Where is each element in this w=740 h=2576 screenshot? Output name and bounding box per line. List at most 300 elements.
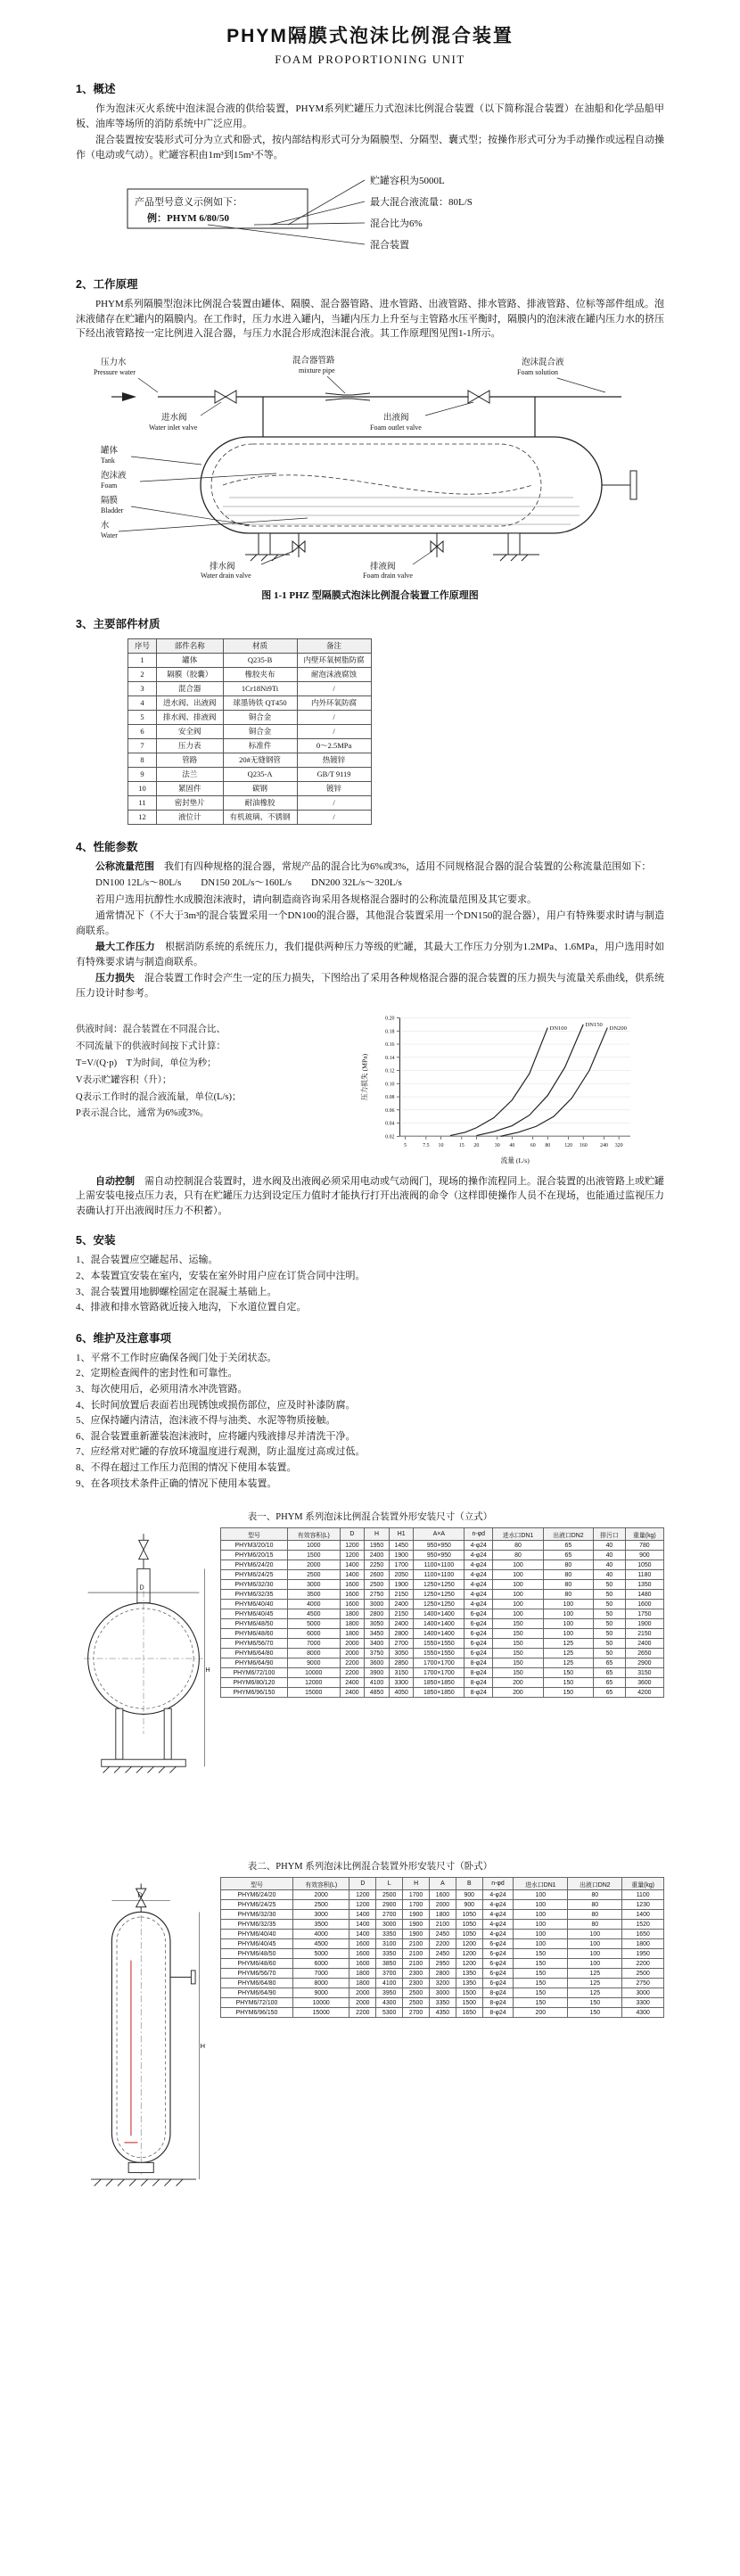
table-cell: 耐油橡胶 — [223, 795, 297, 810]
list-item: 4、长时间放置后表面若出现锈蚀或损伤部位，应及时补漆防腐。 — [76, 1399, 356, 1411]
table-cell: 50 — [594, 1600, 626, 1609]
list-item: 2、定期检查阀件的密封性和可靠性。 — [76, 1368, 238, 1379]
s4-paragraph-5 — [76, 940, 664, 969]
s4-auto-lead: 自动控制 — [95, 1175, 135, 1187]
table-cell: 4050 — [389, 1688, 414, 1698]
table-cell: 1400×1400 — [414, 1609, 465, 1619]
table-cell: 2900 — [625, 1658, 663, 1668]
s4-flow-ranges: DN100 12L/s～80L/s DN150 20L/s～160L/s DN200 32L/s～320L/s — [95, 877, 402, 888]
list-item: 6、混合装置重新灌装泡沫液时，应将罐内残液排尽并清洗干净。 — [76, 1430, 356, 1442]
table-cell: 200 — [514, 2008, 568, 2018]
table-cell: 6-φ24 — [482, 1959, 514, 1969]
table-header-cell: 型号 — [221, 1528, 288, 1541]
table-cell: 200 — [493, 1688, 543, 1698]
table-cell: 1700×1700 — [414, 1668, 465, 1678]
table-cell: 65 — [543, 1541, 593, 1551]
table-row — [221, 1939, 664, 1949]
table-row — [221, 1649, 664, 1658]
table-cell: 2100 — [429, 1920, 456, 1930]
chart-series-label: DN200 — [609, 1025, 627, 1032]
table-cell: PHYM3/20/10 — [221, 1541, 288, 1551]
table-cell: PHYM6/56/70 — [221, 1639, 288, 1649]
table-cell: 12000 — [287, 1678, 340, 1688]
table-cell: 50 — [594, 1580, 626, 1590]
table-cell: 100 — [493, 1609, 543, 1619]
table-cell: 6-φ24 — [482, 1969, 514, 1979]
t2-body — [221, 1890, 664, 2018]
table-cell: 1400 — [349, 1910, 376, 1920]
table-cell: / — [297, 810, 371, 824]
installation-list — [76, 1253, 664, 1315]
table-row — [221, 1910, 664, 1920]
table-cell: 6000 — [287, 1629, 340, 1639]
table-cell: 3000 — [622, 1988, 664, 1998]
section-4-heading: 4、性能参数 — [76, 840, 138, 853]
table-cell: 2000 — [292, 1890, 349, 1900]
s1-paragraph-1: 作为泡沫灭火系统中泡沫混合液的供给装置，PHYM系列贮罐压力式泡沫比例混合装置（以下简称混合装置）在油船和化学品船甲板、油库等场所的消防系统中广泛应用。 — [76, 103, 664, 129]
list-item: T=V/(Q·p) T为时间，单位为秒； — [76, 1058, 217, 1068]
table-cell: 4200 — [625, 1688, 663, 1698]
table-cell: 1750 — [625, 1609, 663, 1619]
table-cell: 2700 — [389, 1639, 414, 1649]
table-header-cell: 有效容积(L) — [292, 1878, 349, 1890]
chart-x-tick-label: 30 — [494, 1143, 500, 1149]
s4-p5-lead: 最大工作压力 — [95, 942, 155, 952]
table-cell: 3100 — [376, 1939, 403, 1949]
table-cell: 40 — [594, 1570, 626, 1580]
table-row — [221, 1920, 664, 1930]
list-item: 供液时间：混合装置在不同混合比、 — [76, 1025, 226, 1034]
table-cell: 150 — [514, 1949, 568, 1959]
table-cell: / — [297, 710, 371, 724]
table-cell: 1250×1250 — [414, 1580, 465, 1590]
table-cell: 900 — [625, 1551, 663, 1560]
table-cell: 7000 — [292, 1969, 349, 1979]
table-cell: 150 — [514, 1969, 568, 1979]
table-cell: 1400×1400 — [414, 1619, 465, 1629]
table-cell: 内外环氧防腐 — [297, 695, 371, 710]
table-cell: 40 — [594, 1541, 626, 1551]
table-cell: 100 — [493, 1600, 543, 1609]
table-row — [221, 1619, 664, 1629]
table-header-cell: D — [340, 1528, 365, 1541]
table-cell: 有机玻璃、不锈钢 — [223, 810, 297, 824]
table-cell: 2150 — [389, 1609, 414, 1619]
table-cell: 100 — [568, 1959, 622, 1969]
table-cell: 50 — [594, 1609, 626, 1619]
table-cell: 1600 — [340, 1580, 365, 1590]
table-cell: PHYM6/48/60 — [221, 1629, 288, 1639]
vertical-tank-drawing — [76, 1527, 211, 1841]
table-cell: 2500 — [376, 1890, 403, 1900]
table-cell: 20#无缝钢管 — [223, 753, 297, 767]
table-cell: 1800 — [340, 1609, 365, 1619]
list-item: 8、不得在超过工作压力范围的情况下使用本装置。 — [76, 1461, 297, 1473]
table-cell: 80 — [568, 1890, 622, 1900]
table-cell: 2800 — [365, 1609, 390, 1619]
table-cell: 3150 — [389, 1668, 414, 1678]
list-item: 9、在各项技术条件正确的情况下使用本装置。 — [76, 1477, 277, 1489]
table-cell: 5 — [128, 710, 157, 724]
table-cell: 7000 — [287, 1639, 340, 1649]
table-cell: 3700 — [376, 1969, 403, 1979]
table-cell: 1500 — [456, 1998, 482, 2008]
table-cell: 40 — [594, 1560, 626, 1570]
table-cell: PHYM6/72/100 — [221, 1668, 288, 1678]
label-foam-drain-valve-cn: 排液阀 — [370, 562, 396, 572]
table-cell: 125 — [568, 1969, 622, 1979]
table-cell: 内壁环氧树脂防腐 — [297, 653, 371, 667]
table-row — [221, 1658, 664, 1668]
list-item: 1、平常不工作时应确保各阀门处于关闭状态。 — [76, 1352, 277, 1363]
table-header-cell: 进水口DN1 — [493, 1528, 543, 1541]
table-cell: 1500 — [287, 1551, 340, 1560]
table-cell: 1350 — [625, 1580, 663, 1590]
table-cell: 3000 — [287, 1580, 340, 1590]
pressure-loss-chart — [358, 1009, 664, 1168]
table-cell: 隔膜（胶囊） — [157, 667, 224, 681]
table-row — [128, 738, 372, 753]
table-cell: PHYM6/40/40 — [221, 1930, 293, 1939]
table-cell: PHYM6/24/20 — [221, 1560, 288, 1570]
table-cell: / — [297, 724, 371, 738]
table-cell: 125 — [543, 1639, 593, 1649]
table-cell: 3150 — [625, 1668, 663, 1678]
table-cell: 罐体 — [157, 653, 224, 667]
table-cell: 3350 — [376, 1930, 403, 1939]
table-cell: 2300 — [403, 1979, 430, 1988]
table-cell: 1800 — [349, 1979, 376, 1988]
table-cell: 150 — [568, 2008, 622, 2018]
table-cell: 2400 — [340, 1678, 365, 1688]
table-cell: 2100 — [403, 1959, 430, 1969]
table-cell: 3400 — [365, 1639, 390, 1649]
table-header-cell: A — [429, 1878, 456, 1890]
table-cell: 2400 — [389, 1619, 414, 1629]
table-cell: 3300 — [622, 1998, 664, 2008]
table-cell: 1600 — [349, 1949, 376, 1959]
table-cell: 100 — [514, 1890, 568, 1900]
label-foam-drain-valve-en: Foam drain valve — [363, 571, 413, 580]
list-item: 3、每次使用后，必须用清水冲洗管路。 — [76, 1383, 248, 1395]
table-cell: 4-φ24 — [465, 1580, 493, 1590]
table-row — [221, 1998, 664, 2008]
table-row — [221, 1639, 664, 1649]
table-cell: 1450 — [389, 1541, 414, 1551]
table-header-cell: H — [403, 1878, 430, 1890]
t2-header-row — [221, 1878, 664, 1890]
label-foam-solution-en: Foam solution — [517, 367, 559, 376]
list-item: 5、应保持罐内清洁，泡沫液不得与油类、水泥等物质接触。 — [76, 1415, 336, 1427]
table-cell: 标准件 — [223, 738, 297, 753]
table-row — [128, 710, 372, 724]
table-cell: PHYM6/64/80 — [221, 1649, 288, 1658]
water-inlet-valve-symbol — [215, 391, 236, 403]
table-row — [128, 695, 372, 710]
chart-y-tick-label: 0.18 — [385, 1029, 395, 1035]
table-cell: 1250×1250 — [414, 1590, 465, 1600]
tank-supports — [245, 533, 539, 561]
table-cell: 2700 — [376, 1910, 403, 1920]
label-water-drain-valve-en: Water drain valve — [201, 571, 251, 580]
s4-p6-text: 混合装置工作时会产生一定的压力损失，下图给出了采用各种规格混合器的混合装置的压力损失与流量关系曲线，供系统压力设计时参考。 — [76, 973, 664, 999]
table-cell: 100 — [514, 1920, 568, 1930]
table-cell: 橡胶夹布 — [223, 667, 297, 681]
t1-body — [221, 1541, 664, 1698]
table-header-cell: 出液口DN2 — [543, 1528, 593, 1541]
table-cell: 65 — [594, 1688, 626, 1698]
table-cell: PHYM6/96/150 — [221, 1688, 288, 1698]
table-cell: 4-φ24 — [482, 1910, 514, 1920]
table-cell: 6-φ24 — [465, 1639, 493, 1649]
table-cell: 1230 — [622, 1900, 664, 1910]
table-cell: 2200 — [349, 2008, 376, 2018]
table-cell: PHYM6/48/50 — [221, 1949, 293, 1959]
table-cell: 2200 — [622, 1959, 664, 1969]
table-cell: 50 — [594, 1639, 626, 1649]
vt-dim-h-label: H — [205, 1667, 210, 1675]
table-cell: 1800 — [349, 1969, 376, 1979]
ht-dim-d-label: D — [137, 1890, 143, 1899]
section-6-heading: 6、维护及注意事项 — [76, 1331, 171, 1345]
table-cell: 1950 — [365, 1541, 390, 1551]
table-cell: 4300 — [376, 1998, 403, 2008]
label-foam-outlet-valve-en: Foam outlet valve — [370, 423, 422, 432]
table-row — [221, 1688, 664, 1698]
table-cell: 1600 — [349, 1939, 376, 1949]
table-cell: 3000 — [376, 1920, 403, 1930]
table-cell: Q235-B — [223, 653, 297, 667]
table-cell: 8 — [128, 753, 157, 767]
table-cell: 6 — [128, 724, 157, 738]
table-cell: 6-φ24 — [465, 1649, 493, 1658]
table-cell: 1600 — [429, 1890, 456, 1900]
table-header-cell: 出液口DN2 — [568, 1878, 622, 1890]
table-cell: 50 — [594, 1590, 626, 1600]
table-cell: 5000 — [292, 1949, 349, 1959]
table-row — [128, 667, 372, 681]
table-cell: 3600 — [625, 1678, 663, 1688]
table-cell: 80 — [568, 1900, 622, 1910]
table-cell: 65 — [594, 1658, 626, 1668]
table-cell: 4500 — [287, 1609, 340, 1619]
table-header-cell: 材质 — [223, 638, 297, 653]
table-cell: 4000 — [287, 1600, 340, 1609]
table-cell: 125 — [568, 1988, 622, 1998]
table-cell: 1600 — [340, 1600, 365, 1609]
table-header-cell: 型号 — [221, 1878, 293, 1890]
list-item: Q表示工作时的混合液流量，单位(L/s)； — [76, 1091, 242, 1102]
table-cell: 4-φ24 — [465, 1551, 493, 1560]
table-cell: / — [297, 795, 371, 810]
chart-x-tick-label: 20 — [473, 1143, 480, 1149]
table-cell: 80 — [543, 1570, 593, 1580]
horizontal-tank-drawing — [76, 1877, 211, 2207]
table-cell: 2000 — [287, 1560, 340, 1570]
page-subtitle: FOAM PROPORTIONING UNIT — [275, 53, 465, 66]
table-cell: 3350 — [429, 1998, 456, 2008]
table-cell: 1950 — [622, 1949, 664, 1959]
table-cell: 2400 — [365, 1551, 390, 1560]
table-cell: 1800 — [340, 1629, 365, 1639]
model-callout-volume: 贮罐容积为5000L — [370, 176, 445, 186]
table-cell: 2150 — [389, 1590, 414, 1600]
table-cell: 1700×1700 — [414, 1658, 465, 1668]
table-row — [128, 795, 372, 810]
table-row — [221, 1890, 664, 1900]
model-callout-flow: 最大混合液流量：80L/S — [370, 197, 473, 208]
table-cell: 7 — [128, 738, 157, 753]
table-cell: 150 — [514, 1979, 568, 1988]
table-cell: 6-φ24 — [465, 1619, 493, 1629]
table-cell: 2500 — [365, 1580, 390, 1590]
table-cell: 125 — [568, 1979, 622, 1988]
section-5-heading: 5、安装 — [76, 1234, 116, 1247]
table-cell: 2150 — [625, 1629, 663, 1639]
table-header-cell: n-φd — [465, 1528, 493, 1541]
table-cell: PHYM6/56/70 — [221, 1969, 293, 1979]
table-cell: 2000 — [340, 1649, 365, 1658]
table-cell: 150 — [514, 1988, 568, 1998]
table-cell: 1600 — [625, 1600, 663, 1609]
table-cell: 1550×1550 — [414, 1639, 465, 1649]
table-row — [221, 1580, 664, 1590]
table-cell: 2000 — [349, 1998, 376, 2008]
table-cell: 10 — [128, 781, 157, 795]
table-cell: 8-φ24 — [465, 1668, 493, 1678]
flow-arrow — [122, 392, 136, 401]
table-cell: 1100×1100 — [414, 1570, 465, 1580]
table-cell: 6-φ24 — [482, 1939, 514, 1949]
table-row — [128, 681, 372, 695]
s4-p5-text: 根据消防系统的系统压力，我们提供两种压力等级的贮罐，其最大工作压力分别为1.2MPa、1.6MPa，用户选用时如有特殊要求请与制造商联系。 — [76, 942, 665, 967]
table-header-cell: B — [456, 1878, 482, 1890]
chart-series-label: DN100 — [549, 1025, 567, 1032]
table-cell: 100 — [543, 1609, 593, 1619]
supply-time-block — [76, 1009, 350, 1123]
table-header-cell: A×A — [414, 1528, 465, 1541]
table-cell: 2900 — [376, 1900, 403, 1910]
table-cell: 3500 — [287, 1590, 340, 1600]
table-cell: 2250 — [365, 1560, 390, 1570]
table-cell: 3850 — [376, 1959, 403, 1969]
table-cell: 压力表 — [157, 738, 224, 753]
table-cell: 6000 — [292, 1959, 349, 1969]
table-cell: 1400×1400 — [414, 1629, 465, 1639]
table-cell: 1050 — [456, 1930, 482, 1939]
table-2-block — [76, 1877, 664, 2207]
table-cell: 80 — [493, 1551, 543, 1560]
list-item: 2、本装置宜安装在室内，安装在室外时用户应在订货合同中注明。 — [76, 1271, 366, 1282]
label-bladder-cn: 隔膜 — [101, 496, 119, 506]
table-cell: 1200 — [456, 1939, 482, 1949]
table-cell: 热镀锌 — [297, 753, 371, 767]
table-row — [221, 1678, 664, 1688]
chart-x-tick-label: 320 — [614, 1143, 623, 1149]
label-pressure-water-cn: 压力水 — [101, 358, 127, 367]
section-3-heading: 3、主要部件材质 — [76, 617, 160, 630]
table-cell: 150 — [543, 1688, 593, 1698]
table-cell: 10000 — [292, 1998, 349, 2008]
table-cell: 4-φ24 — [465, 1570, 493, 1580]
table-cell: 3600 — [365, 1658, 390, 1668]
table-cell: 950×950 — [414, 1551, 465, 1560]
table-cell: 2100 — [403, 1949, 430, 1959]
table-cell: 100 — [543, 1629, 593, 1639]
table-cell: 100 — [568, 1939, 622, 1949]
table-cell: 1100×1100 — [414, 1560, 465, 1570]
table-row — [221, 1609, 664, 1619]
t1-header-row — [221, 1528, 664, 1541]
table-cell: 100 — [568, 1949, 622, 1959]
ht-side-nozzle — [170, 1971, 195, 1984]
section-2-heading: 2、工作原理 — [76, 278, 138, 291]
label-water-inlet-valve-en: Water inlet valve — [149, 423, 198, 432]
table-cell: 2400 — [625, 1639, 663, 1649]
table-cell: 3050 — [389, 1649, 414, 1658]
chart-y-tick-label: 0.02 — [385, 1134, 395, 1140]
table-cell: PHYM6/24/25 — [221, 1570, 288, 1580]
table-cell: 100 — [493, 1590, 543, 1600]
s4-paragraph-6 — [76, 971, 664, 1000]
table-row — [221, 1930, 664, 1939]
ht-base-ground — [91, 2162, 196, 2185]
table-cell: PHYM6/20/15 — [221, 1551, 288, 1560]
table-cell: PHYM6/40/40 — [221, 1600, 288, 1609]
table-cell: 80 — [543, 1580, 593, 1590]
table-cell: 1650 — [456, 2008, 482, 2018]
table-header-cell: L — [376, 1878, 403, 1890]
table-cell: 8-φ24 — [465, 1658, 493, 1668]
label-foam-solution-cn: 泡沫混合液 — [522, 358, 564, 367]
table-cell: 法兰 — [157, 767, 224, 781]
model-example: 例：PHYM 6/80/50 — [147, 213, 229, 224]
table-cell: 3050 — [365, 1619, 390, 1629]
table-header-cell: D — [349, 1878, 376, 1890]
table-cell: 8-φ24 — [482, 2008, 514, 2018]
tank-right-flange — [602, 471, 637, 499]
table-cell: 4 — [128, 695, 157, 710]
table-cell: 4100 — [376, 1979, 403, 1988]
table-cell: 150 — [493, 1658, 543, 1668]
table-cell: 1200 — [349, 1890, 376, 1900]
table-cell: 液位计 — [157, 810, 224, 824]
table-header-cell: H — [365, 1528, 390, 1541]
table-cell: 1200 — [340, 1551, 365, 1560]
table-header-cell: 进水口DN1 — [514, 1878, 568, 1890]
table-cell: 1600 — [349, 1959, 376, 1969]
label-mixture-pipe-en: mixture pipe — [299, 366, 335, 374]
table-cell: 铜合金 — [223, 724, 297, 738]
table-row — [221, 1560, 664, 1570]
chart-y-tick-label: 0.10 — [385, 1082, 395, 1088]
table-header-cell: 有效容积(L) — [287, 1528, 340, 1541]
table-cell: 50 — [594, 1629, 626, 1639]
table-cell: PHYM6/96/150 — [221, 2008, 293, 2018]
pressure-loss-chart-wrap — [358, 1009, 664, 1173]
table-header-cell: 部件名称 — [157, 638, 224, 653]
table-header-cell: 备注 — [297, 638, 371, 653]
ht-dim-h-label: H — [200, 2042, 206, 2051]
label-tank-en: Tank — [101, 456, 115, 465]
chart-y-tick-label: 0.20 — [385, 1016, 395, 1022]
table-1-block — [76, 1527, 664, 1841]
table-cell: 150 — [493, 1668, 543, 1678]
table-row — [221, 1629, 664, 1639]
table-cell: 3000 — [365, 1600, 390, 1609]
table-row — [128, 653, 372, 667]
table-row — [221, 1668, 664, 1678]
